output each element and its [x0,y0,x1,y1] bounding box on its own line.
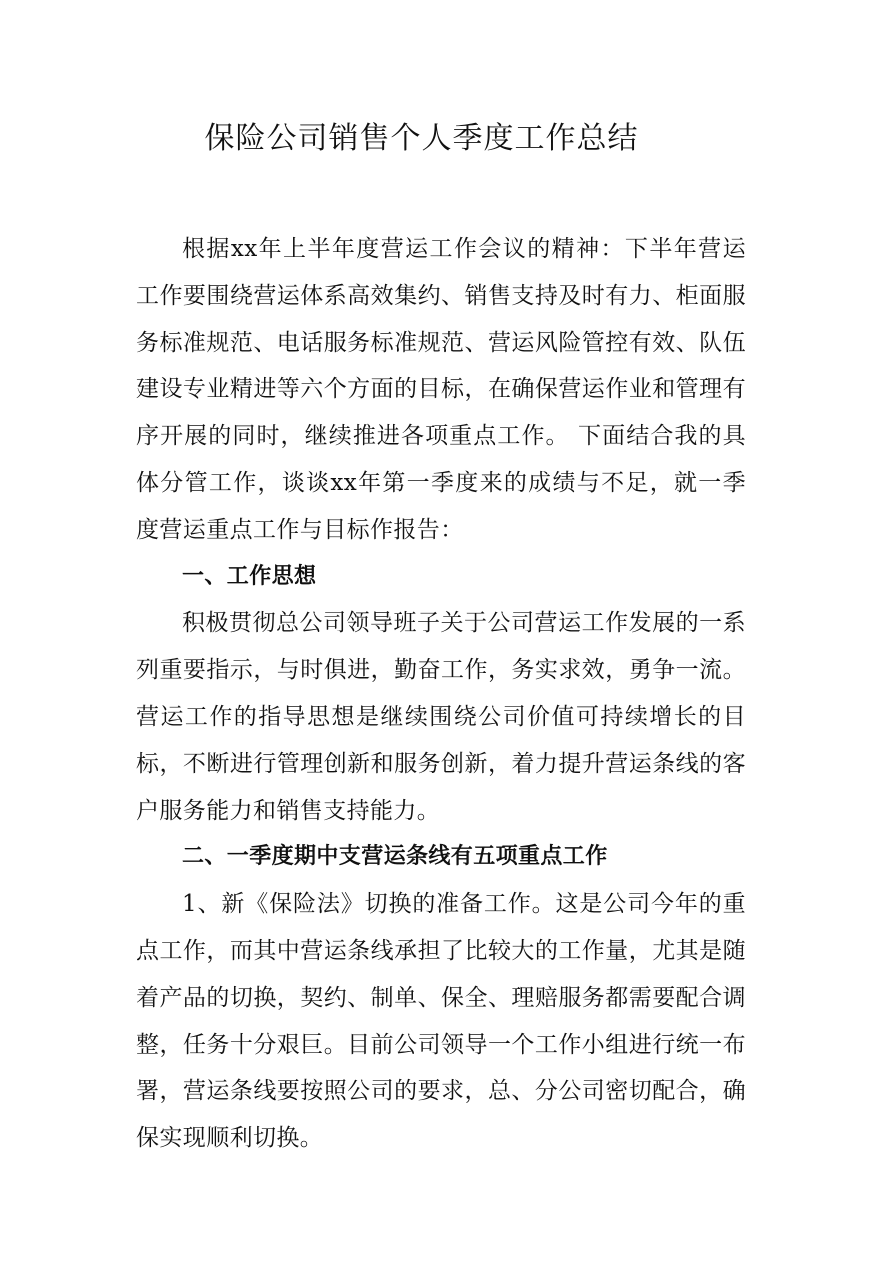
section-paragraph-work-thought: 积极贯彻总公司领导班子关于公司营运工作发展的一系列重要指示，与时俱进，勤奋工作，务实求效，勇争一流。营运工作的指导思想是继续围绕公司价值可持续增长的目标，不断进行管理创新和服务创新，着力提升营运条线的客户服务能力和销售支持能力。 [136,610,746,824]
document-body [136,226,746,1162]
intro-paragraph: 根据xx年上半年度营运工作会议的精神：下半年营运工作要围绕营运体系高效集约、销售支持及时有力、柜面服务标准规范、电话服务标准规范、营运风险管控有效、队伍建设专业精进等六个方面的目标，在确保营运作业和管理有序开展的同时，继续推进各项重点工作。 下面结合我的具体分管工作，谈谈xx年第一季度来的成绩与不足，就一季度营运重点工作与目标作报告： [136,236,746,543]
document-title: 保险公司销售个人季度工作总结 [204,121,639,156]
section-heading-key-work: 二、一季度期中支营运条线有五项重点工作 [182,844,608,870]
key-work-item-1: 1、新《保险法》切换的准备工作。这是公司今年的重点工作，而其中营运条线承担了比较大的工作量，尤其是随着产品的切换，契约、制单、保全、理赔服务都需要配合调整，任务十分艰巨。目前公司领导一个工作小组进行统一布署，营运条线要按照公司的要求，总、分公司密切配合，确保实现顺利切换。 [136,891,746,1152]
section-heading-work-thought: 一、工作思想 [182,563,317,589]
